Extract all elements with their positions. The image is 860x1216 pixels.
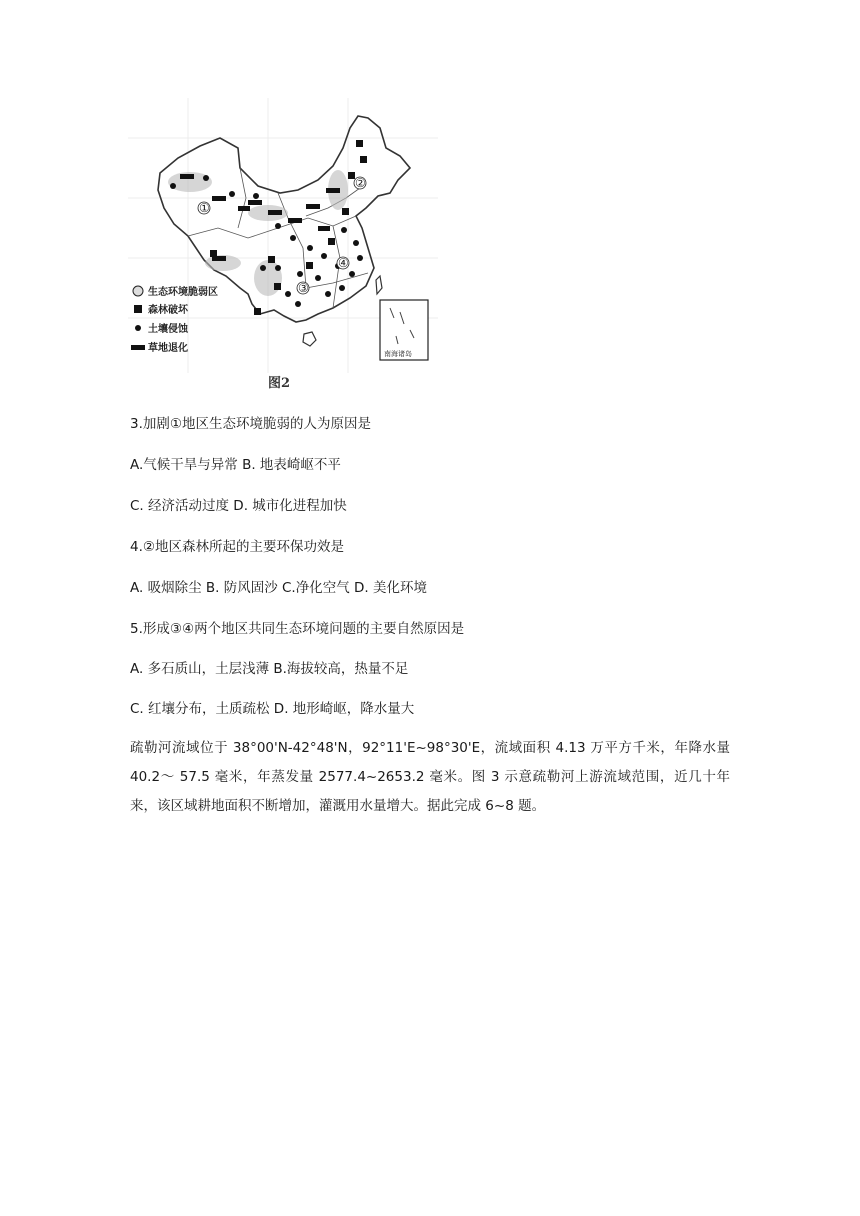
legend-forest-label: 森林破坏: [148, 305, 188, 316]
china-eco-map-figure: [128, 98, 438, 398]
question-3-stem: 3.加剧①地区生态环境脆弱的人为原因是: [130, 416, 371, 432]
region-label-4: ④: [338, 256, 349, 270]
region-label-1: ①: [199, 201, 210, 215]
south-sea-inset: [380, 300, 428, 360]
region-label-2: ②: [355, 176, 366, 190]
question-4-stem: 4.②地区森林所起的主要环保功效是: [130, 539, 344, 555]
china-map-image: [128, 98, 438, 373]
map-legend: [131, 285, 218, 354]
legend-soil-label: 土壤侵蚀: [148, 324, 188, 335]
inset-label: 南海诸岛: [384, 350, 412, 358]
question-5-options-cd: C. 红壤分布，土质疏松 D. 地形崎岖，降水量大: [130, 701, 415, 717]
legend-fragile-label: 生态环境脆弱区: [148, 287, 218, 298]
legend-grass-label: 草地退化: [148, 343, 188, 354]
figure-caption: 图2: [268, 376, 291, 391]
question-4-options: A. 吸烟除尘 B. 防风固沙 C.净化空气 D. 美化环境: [130, 580, 427, 596]
question-5-stem: 5.形成③④两个地区共同生态环境问题的主要自然原因是: [130, 621, 465, 637]
question-3-options-cd: C. 经济活动过度 D. 城市化进程加快: [130, 498, 347, 514]
region-label-3: ③: [298, 281, 309, 295]
question-5-options-ab: A. 多石质山，土层浅薄 B.海拔较高，热量不足: [130, 661, 409, 677]
question-3-options-ab: A.气候干旱与异常 B. 地表崎岖不平: [130, 457, 341, 473]
shule-river-paragraph: 疏勒河流域位于 38°00'N-42°48'N，92°11'E~98°30'E，流域面积 4.13 万平方千米，年降水量 40.2～ 57.5 毫米，年蒸发量 2577.4~2653.2 毫米。图 3 示意疏勒河上游流域范围，近几十年来，该区域耕地面积不断增加，灌溉用水量增大。据此完成 6~8 题。: [130, 740, 730, 814]
